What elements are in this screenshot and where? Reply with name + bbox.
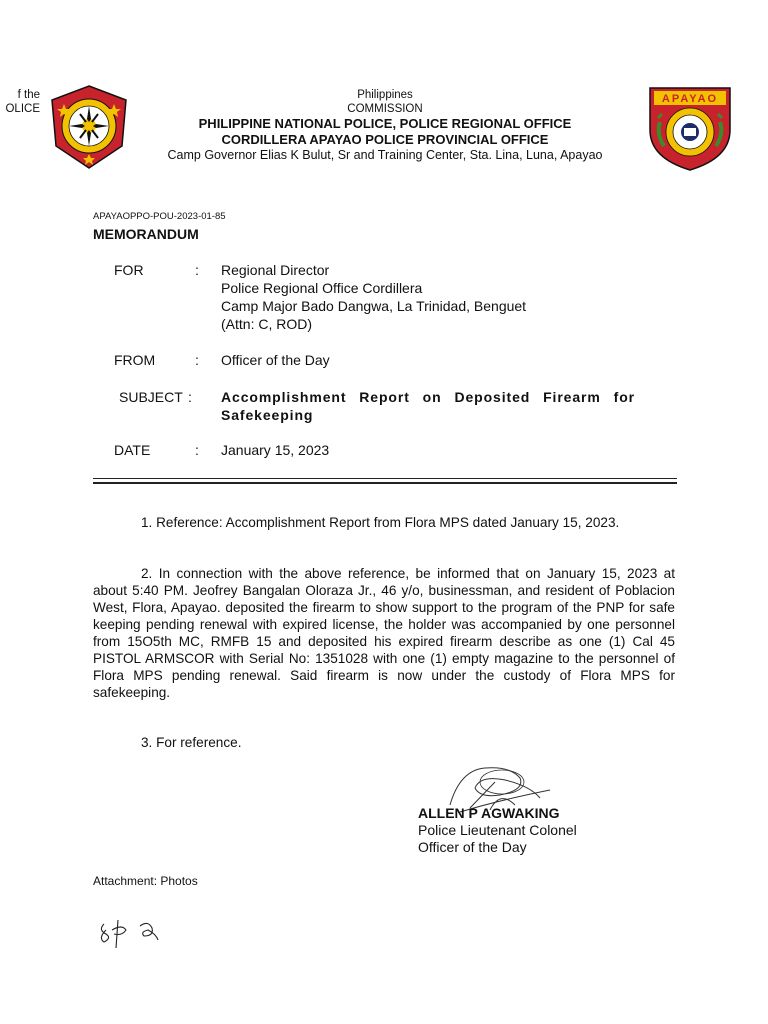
- letterhead-office: PHILIPPINE NATIONAL POLICE, POLICE REGIONAL OFFICE: [198, 116, 572, 131]
- for-colon: :: [195, 262, 199, 278]
- letterhead: [110, 88, 660, 163]
- left-header-line-2: OLICE: [5, 103, 40, 115]
- memorandum-heading: MEMORANDUM: [93, 226, 199, 242]
- letterhead-provincial-office: CORDILLERA APAYAO POLICE PROVINCIAL OFFICE: [221, 132, 549, 147]
- divider-thick: [93, 482, 677, 484]
- from-label: FROM: [114, 352, 156, 368]
- date-value: January 15, 2023: [221, 442, 330, 458]
- reference-number: APAYAOPPO-POU-2023-01-85: [93, 211, 226, 222]
- signatory-position: Officer of the Day: [418, 839, 527, 855]
- date-colon: :: [195, 442, 199, 458]
- divider-thin: [93, 478, 677, 479]
- subject-value: Accomplishment Report on Deposited Firearm for Safekeeping: [221, 389, 635, 423]
- apayao-banner-text: APAYAO: [661, 93, 719, 105]
- for-label: FOR: [114, 262, 144, 278]
- left-header-fragment: [0, 88, 40, 116]
- left-header-line-1: f the: [17, 89, 40, 101]
- paragraph-2: 2. In connection with the above reference, be informed that on January 15, 2023 at about 5:40 PM. Jeofrey Bangalan Oloraza Jr., 46 y/o, businessman, and resident of Poblacion West, Flora, Apayao. deposited the firearm to show support to the program of the PNP for safe keeping pending renewal with expired license, the holder was accompanied by one personnel from 15O5th MC, RMFB 15 and deposited his expired firearm describe as one (1) Cal 45 PISTOL ARMSCOR with Serial No: 1351028 with one (1) empty magazine to the personnel of Flora MPS pending renewal. Said firearm is now under the custody of Flora MPS for safekeeping.: [93, 566, 675, 700]
- handwritten-initials: [96, 912, 166, 952]
- from-colon: :: [195, 352, 199, 368]
- for-line-2: Police Regional Office Cordillera: [221, 280, 423, 296]
- apayao-ppo-logo: [646, 84, 734, 172]
- from-value: Officer of the Day: [221, 352, 330, 368]
- paragraph-3: 3. For reference.: [141, 735, 242, 750]
- signatory-rank: Police Lieutenant Colonel: [418, 822, 577, 838]
- subject-colon: :: [188, 389, 192, 405]
- letterhead-country: Philippines: [357, 89, 413, 101]
- for-recipient: [221, 261, 635, 333]
- signatory-name: ALLEN P AGWAKING: [418, 805, 560, 821]
- letterhead-commission: COMMISSION: [347, 103, 423, 115]
- for-line-4: (Attn: C, ROD): [221, 316, 313, 332]
- for-line-3: Camp Major Bado Dangwa, La Trinidad, Benguet: [221, 298, 527, 314]
- paragraph-1: 1. Reference: Accomplishment Report from Flora MPS dated January 15, 2023.: [141, 515, 620, 530]
- date-label: DATE: [114, 442, 151, 458]
- letterhead-address: Camp Governor Elias K Bulut, Sr and Training Center, Sta. Lina, Luna, Apayao: [167, 148, 603, 162]
- for-line-1: Regional Director: [221, 262, 330, 278]
- subject-label: SUBJECT: [119, 389, 183, 405]
- attachment-note: Attachment: Photos: [93, 874, 198, 888]
